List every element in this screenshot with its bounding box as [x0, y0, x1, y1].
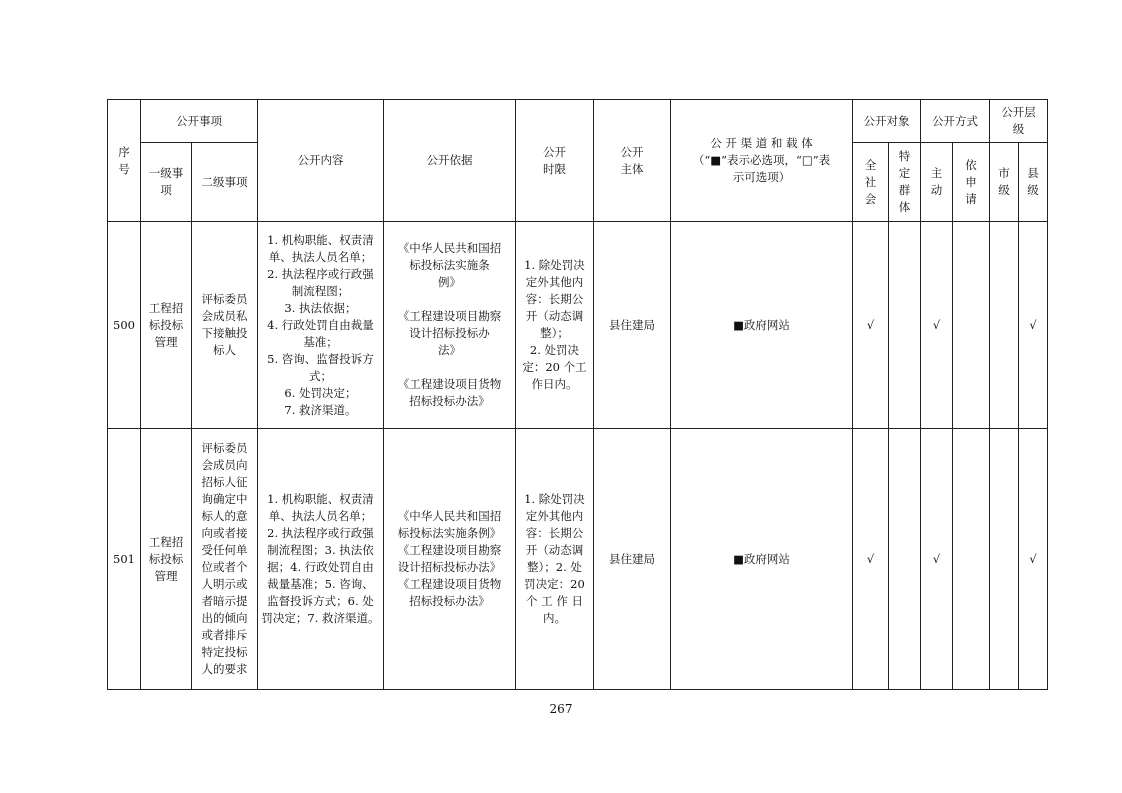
- row-target-group: [889, 222, 921, 429]
- text-line: 评标委员: [201, 292, 248, 306]
- text-line: 开（动态调: [525, 543, 584, 557]
- text-line: 社: [864, 174, 877, 189]
- text-line: 裁量基准；5. 咨询、: [267, 577, 374, 591]
- row-time-limit: [516, 222, 594, 429]
- text-line: 公开: [543, 144, 566, 159]
- text-line: （“■”表示必选项，“□”表: [692, 153, 831, 167]
- row-basis: [384, 222, 516, 429]
- row-level2: [192, 429, 258, 690]
- text-line: 全: [864, 157, 877, 172]
- text-line: 单、执法人员名单；: [268, 509, 373, 523]
- text-line: 2. 处罚决: [529, 343, 580, 357]
- text-line: 级: [1012, 122, 1025, 136]
- text-line: 群: [898, 183, 911, 197]
- text-line: 向或者接: [201, 526, 248, 540]
- row-level-county: √: [1019, 429, 1048, 690]
- disclosure-table: [107, 99, 1048, 690]
- text-line: 定：20 个工: [522, 360, 587, 374]
- text-line: 2. 执法程序或行政强: [267, 266, 374, 281]
- text-line: 式；: [309, 368, 332, 383]
- text-line: 主体: [620, 161, 644, 176]
- header-target: 公开对象: [853, 100, 921, 143]
- text-line: 整）；2. 处: [527, 560, 582, 574]
- text-line: 法》: [438, 343, 461, 357]
- text-line: 标投标法实施条: [409, 258, 490, 272]
- text-line: 设计招标投标办: [409, 326, 490, 340]
- text-line: 公开层: [1001, 105, 1036, 119]
- text-line: 开（动态调: [525, 309, 584, 323]
- text-line: 评标委员: [201, 441, 248, 455]
- text-line: 标投标: [148, 551, 184, 566]
- header-target-all: [853, 143, 889, 222]
- header-basis: 公开依据: [384, 100, 516, 222]
- row-level1: [141, 222, 192, 429]
- text-line: 基准；: [303, 334, 338, 349]
- text-line: 特定投标: [201, 645, 248, 659]
- text-line: 级: [998, 183, 1010, 197]
- text-line: 工程招: [148, 534, 184, 549]
- text-line: 5. 咨询、监督投诉方: [267, 351, 374, 366]
- text-line: 容：长期公: [525, 292, 584, 306]
- text-line: 特: [898, 149, 911, 163]
- text-line: 定外其他内: [525, 509, 584, 523]
- text-line: 标人的意: [201, 509, 248, 523]
- text-line: 1. 机构职能、权责清: [267, 492, 374, 506]
- row-method-active: √: [921, 429, 953, 690]
- text-line: 个 工 作 日: [526, 594, 583, 608]
- text-line: 级: [1027, 183, 1039, 197]
- text-line: 体: [898, 200, 911, 214]
- text-line: 工程招: [148, 300, 184, 315]
- text-line: 人明示或: [201, 577, 248, 591]
- text-line: 受任何单: [201, 543, 248, 557]
- table-row: [108, 429, 1048, 690]
- text-line: 主: [930, 166, 943, 180]
- row-method-request: [953, 222, 990, 429]
- text-line: 询确定中: [201, 492, 248, 506]
- text-line: 整）；: [540, 326, 569, 340]
- row-level-county: √: [1019, 222, 1048, 429]
- text-line: 会成员私: [201, 309, 248, 323]
- text-line: 容：长期公: [525, 526, 584, 540]
- header-method-request: [953, 143, 990, 222]
- text-line: 公 开 渠 道 和 载 体: [710, 136, 813, 150]
- header-content: 公开内容: [258, 100, 384, 222]
- text-line: 会成员向: [201, 458, 248, 472]
- row-seq: 500: [108, 222, 141, 429]
- text-line: 招标人征: [201, 475, 248, 489]
- row-basis: [384, 429, 516, 690]
- text-line: 《工程建设项目勘察: [397, 309, 502, 323]
- text-line: 标投标法实施条例》: [397, 526, 502, 540]
- text-line: 示可选项）: [732, 170, 791, 184]
- row-target-all: √: [853, 429, 889, 690]
- text-line: 一级事: [148, 166, 184, 180]
- header-seq: [108, 100, 141, 222]
- header-public-matter: 公开事项: [141, 100, 258, 143]
- text-line: 位或者个: [201, 560, 248, 574]
- header-level1: [141, 143, 192, 222]
- header-level: [990, 100, 1048, 143]
- header-method-active: [921, 143, 953, 222]
- header-level-city: [990, 143, 1019, 222]
- row-channel: ■政府网站: [671, 429, 853, 690]
- text-line: 申: [965, 174, 977, 189]
- row-level-city: [990, 222, 1019, 429]
- text-line: [387, 291, 512, 308]
- text-line: 管理: [154, 568, 178, 583]
- page-number: 267: [549, 702, 573, 716]
- text-line: 《中华人民共和国招: [397, 241, 502, 255]
- text-line: 时限: [543, 161, 566, 176]
- header-level2: 二级事项: [192, 143, 258, 222]
- row-content: [258, 429, 384, 690]
- text-line: 2. 执法程序或行政强: [267, 526, 374, 540]
- text-line: 者暗示提: [201, 594, 248, 608]
- table-row: [108, 222, 1048, 429]
- text-line: 制流程图；: [291, 283, 350, 298]
- text-line: 招标投标办法》: [409, 594, 490, 608]
- header-time-limit: [516, 100, 594, 222]
- text-line: 依: [965, 157, 977, 172]
- row-time-limit: [516, 429, 594, 690]
- text-line: 招标投标办法》: [409, 394, 490, 408]
- text-line: 《工程建设项目货物: [397, 577, 502, 591]
- text-line: 号: [118, 161, 130, 176]
- text-line: 项: [160, 183, 172, 197]
- text-line: 制流程图；3. 执法依: [267, 543, 374, 557]
- text-line: 单、执法人员名单；: [268, 249, 373, 264]
- row-content: [258, 222, 384, 429]
- text-line: 定外其他内: [525, 275, 584, 289]
- header-row-1: [108, 100, 1048, 143]
- text-line: 县: [1027, 166, 1039, 180]
- text-line: 罚决定：20: [524, 577, 585, 591]
- text-line: 内。: [543, 611, 566, 625]
- header-subject: [594, 100, 671, 222]
- text-line: 下接触投: [201, 326, 248, 340]
- row-level2: [192, 222, 258, 429]
- row-target-all: √: [853, 222, 889, 429]
- text-line: [387, 359, 512, 376]
- text-line: 或者排斥: [201, 628, 248, 642]
- text-line: 6. 处罚决定；: [284, 385, 357, 400]
- text-line: 监督投诉方式；6. 处: [267, 594, 374, 608]
- text-line: 1. 机构职能、权责清: [267, 232, 374, 247]
- text-line: 序: [118, 144, 130, 159]
- text-line: 《工程建设项目勘察: [397, 543, 502, 557]
- text-line: 会: [864, 191, 877, 206]
- text-line: 1. 除处罚决: [524, 492, 585, 506]
- text-line: 罚决定；7. 救济渠道。: [261, 611, 380, 625]
- text-line: 4. 行政处罚自由裁量: [267, 317, 374, 332]
- row-subject: 县住建局: [594, 222, 671, 429]
- text-line: 管理: [154, 334, 178, 349]
- row-channel: ■政府网站: [671, 222, 853, 429]
- text-line: 定: [898, 166, 911, 180]
- text-line: 7. 救济渠道。: [284, 402, 357, 417]
- row-method-active: √: [921, 222, 953, 429]
- text-line: 例》: [438, 275, 461, 289]
- text-line: 动: [930, 183, 943, 197]
- text-line: 请: [965, 191, 977, 206]
- row-target-group: [889, 429, 921, 690]
- text-line: 《中华人民共和国招: [397, 509, 502, 523]
- row-subject: 县住建局: [594, 429, 671, 690]
- header-channel: [671, 100, 853, 222]
- text-line: 标投标: [148, 317, 184, 332]
- text-line: 市: [998, 166, 1010, 180]
- header-method: 公开方式: [921, 100, 990, 143]
- row-seq: 501: [108, 429, 141, 690]
- row-level1: [141, 429, 192, 690]
- row-method-request: [953, 429, 990, 690]
- row-level-city: [990, 429, 1019, 690]
- text-line: 出的倾向: [201, 611, 248, 625]
- text-line: 作日内。: [531, 377, 578, 391]
- header-target-group: [889, 143, 921, 222]
- text-line: 《工程建设项目货物: [397, 377, 502, 391]
- header-level-county: [1019, 143, 1048, 222]
- text-line: 据；4. 行政处罚自由: [267, 560, 374, 574]
- text-line: 1. 除处罚决: [524, 258, 585, 272]
- text-line: 标人: [213, 343, 236, 357]
- text-line: 人的要求: [201, 662, 248, 676]
- text-line: 3. 执法依据；: [284, 300, 357, 315]
- text-line: 公开: [620, 144, 644, 159]
- text-line: 设计招标投标办法》: [397, 560, 502, 574]
